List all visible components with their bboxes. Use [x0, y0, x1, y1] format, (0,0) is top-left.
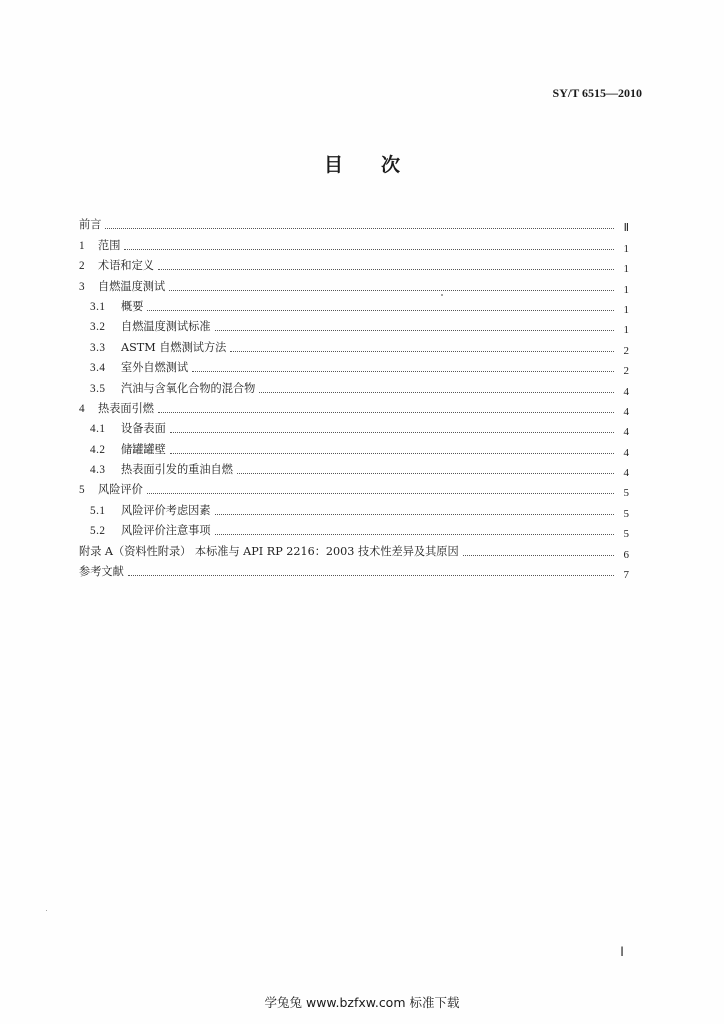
toc-dot-leader: [215, 330, 614, 331]
toc-entry[interactable]: [79, 375, 629, 398]
toc-entry[interactable]: [79, 416, 629, 439]
toc-entry-title: 参考文献: [79, 565, 124, 579]
toc-dot-leader: [124, 249, 614, 250]
toc-entry[interactable]: [79, 559, 629, 582]
toc-entry-title: 自燃温度测试: [98, 279, 166, 293]
toc-title: 目次: [323, 154, 438, 176]
toc-entry-page: 1: [623, 303, 629, 316]
toc-entry-number: 3.4: [90, 362, 106, 375]
toc-entry-number: 4.3: [90, 464, 106, 477]
toc-entry-title: 自燃温度测试标准: [121, 320, 211, 334]
toc-dot-leader: [192, 371, 614, 372]
toc-dot-leader: [158, 412, 614, 413]
toc-entry-number: 3.3: [90, 341, 106, 354]
toc-entry-page: 1: [623, 324, 629, 337]
toc-entry[interactable]: [79, 232, 629, 255]
toc-entry[interactable]: [79, 497, 629, 520]
toc-entry[interactable]: [79, 334, 629, 357]
toc-entry-number: 1: [79, 239, 85, 252]
toc-entry-title: 术语和定义: [98, 259, 154, 273]
toc-entry[interactable]: [79, 273, 629, 296]
toc-entry[interactable]: [79, 457, 629, 480]
toc-entry-title: ASTM 自燃测试方法: [121, 340, 227, 354]
toc-entry-page: 1: [623, 263, 629, 276]
toc-dot-leader: [259, 392, 614, 393]
toc-entry[interactable]: [79, 253, 629, 276]
toc-entry-number: 5.2: [90, 525, 106, 538]
toc-entry-title: 前言: [79, 218, 102, 232]
toc-entry-number: 5.1: [90, 504, 106, 517]
toc-entry-page: 5: [623, 487, 629, 500]
toc-entry-page: 4: [623, 426, 629, 439]
toc-dot-leader: [463, 555, 614, 556]
toc-dot-leader: [105, 228, 614, 229]
toc-entry-page: 4: [623, 385, 629, 398]
toc-entry-number: 3: [79, 280, 85, 293]
toc-entry-page: 4: [623, 446, 629, 459]
toc-dot-leader: [215, 534, 614, 535]
toc-entry-number: 4: [79, 402, 85, 415]
toc-dot-leader: [170, 453, 614, 454]
toc-entry-title: 热表面引燃: [98, 401, 154, 415]
toc-entry-title: 室外自燃测试: [121, 361, 189, 375]
toc-entry-number: 3.2: [90, 321, 106, 334]
toc-entry-page: 5: [623, 507, 629, 520]
toc-entry-number: 4.2: [90, 443, 106, 456]
toc-entry-number: 3.5: [90, 382, 106, 395]
toc-entry[interactable]: [79, 355, 629, 378]
toc-entry-title: 范围: [98, 238, 121, 252]
toc-entry-number: 5: [79, 484, 85, 497]
toc-entry-page: 1: [623, 242, 629, 255]
toc-dot-leader: [147, 493, 614, 494]
toc-entry-page: 2: [623, 365, 629, 378]
toc-dot-leader: [230, 351, 614, 352]
toc-dot-leader: [237, 473, 614, 474]
toc-dot-leader: [169, 290, 614, 291]
toc-entry-page: 4: [623, 405, 629, 418]
toc-entry-page: 4: [623, 467, 629, 480]
toc-entry[interactable]: [79, 314, 629, 337]
toc-entry[interactable]: [79, 396, 629, 416]
footer-watermark[interactable]: 学兔兔 www.bzfxw.com 标准下载: [264, 995, 460, 1010]
page-number: Ⅰ: [620, 944, 624, 959]
standard-code: SY/T 6515—2010: [552, 86, 642, 100]
toc-entry-page: 2: [623, 344, 629, 357]
table-of-contents: [79, 212, 629, 582]
toc-entry[interactable]: [79, 294, 629, 314]
toc-dot-leader: [170, 432, 614, 433]
toc-dot-leader: [147, 310, 614, 311]
toc-entry[interactable]: [79, 477, 629, 500]
toc-dot-leader: [215, 514, 614, 515]
toc-entry-title: 概要: [121, 299, 144, 313]
toc-entry-number: 4.1: [90, 423, 106, 436]
toc-entry-title: 风险评价注意事项: [121, 524, 211, 538]
scan-speck: [441, 294, 443, 296]
toc-entry-title: 风险评价: [98, 483, 143, 497]
toc-entry[interactable]: [79, 538, 629, 561]
toc-entry-title: 风险评价考虑因素: [121, 503, 211, 517]
toc-entry-page: 5: [623, 528, 629, 541]
toc-entry-page: 6: [623, 548, 629, 561]
toc-entry-number: 3.1: [90, 300, 106, 313]
toc-entry[interactable]: [79, 518, 629, 541]
toc-entry-page: 1: [623, 283, 629, 296]
toc-entry-page: 7: [623, 569, 629, 582]
toc-entry-title: 附录 A（资料性附录） 本标准与 API RP 2216：2003 技术性差异及其原因: [79, 544, 459, 558]
toc-entry-page: Ⅱ: [623, 222, 629, 235]
toc-dot-leader: [128, 575, 614, 576]
toc-entry[interactable]: [79, 436, 629, 459]
toc-entry-title: 汽油与含氧化合物的混合物: [121, 381, 256, 395]
toc-entry-title: 储罐罐壁: [121, 442, 166, 456]
toc-entry-title: 设备表面: [121, 422, 166, 436]
toc-dot-leader: [158, 269, 614, 270]
scan-speck: [46, 910, 47, 911]
toc-entry[interactable]: [79, 212, 629, 235]
toc-entry-number: 2: [79, 260, 85, 273]
toc-entry-title: 热表面引发的重油自燃: [121, 463, 233, 477]
